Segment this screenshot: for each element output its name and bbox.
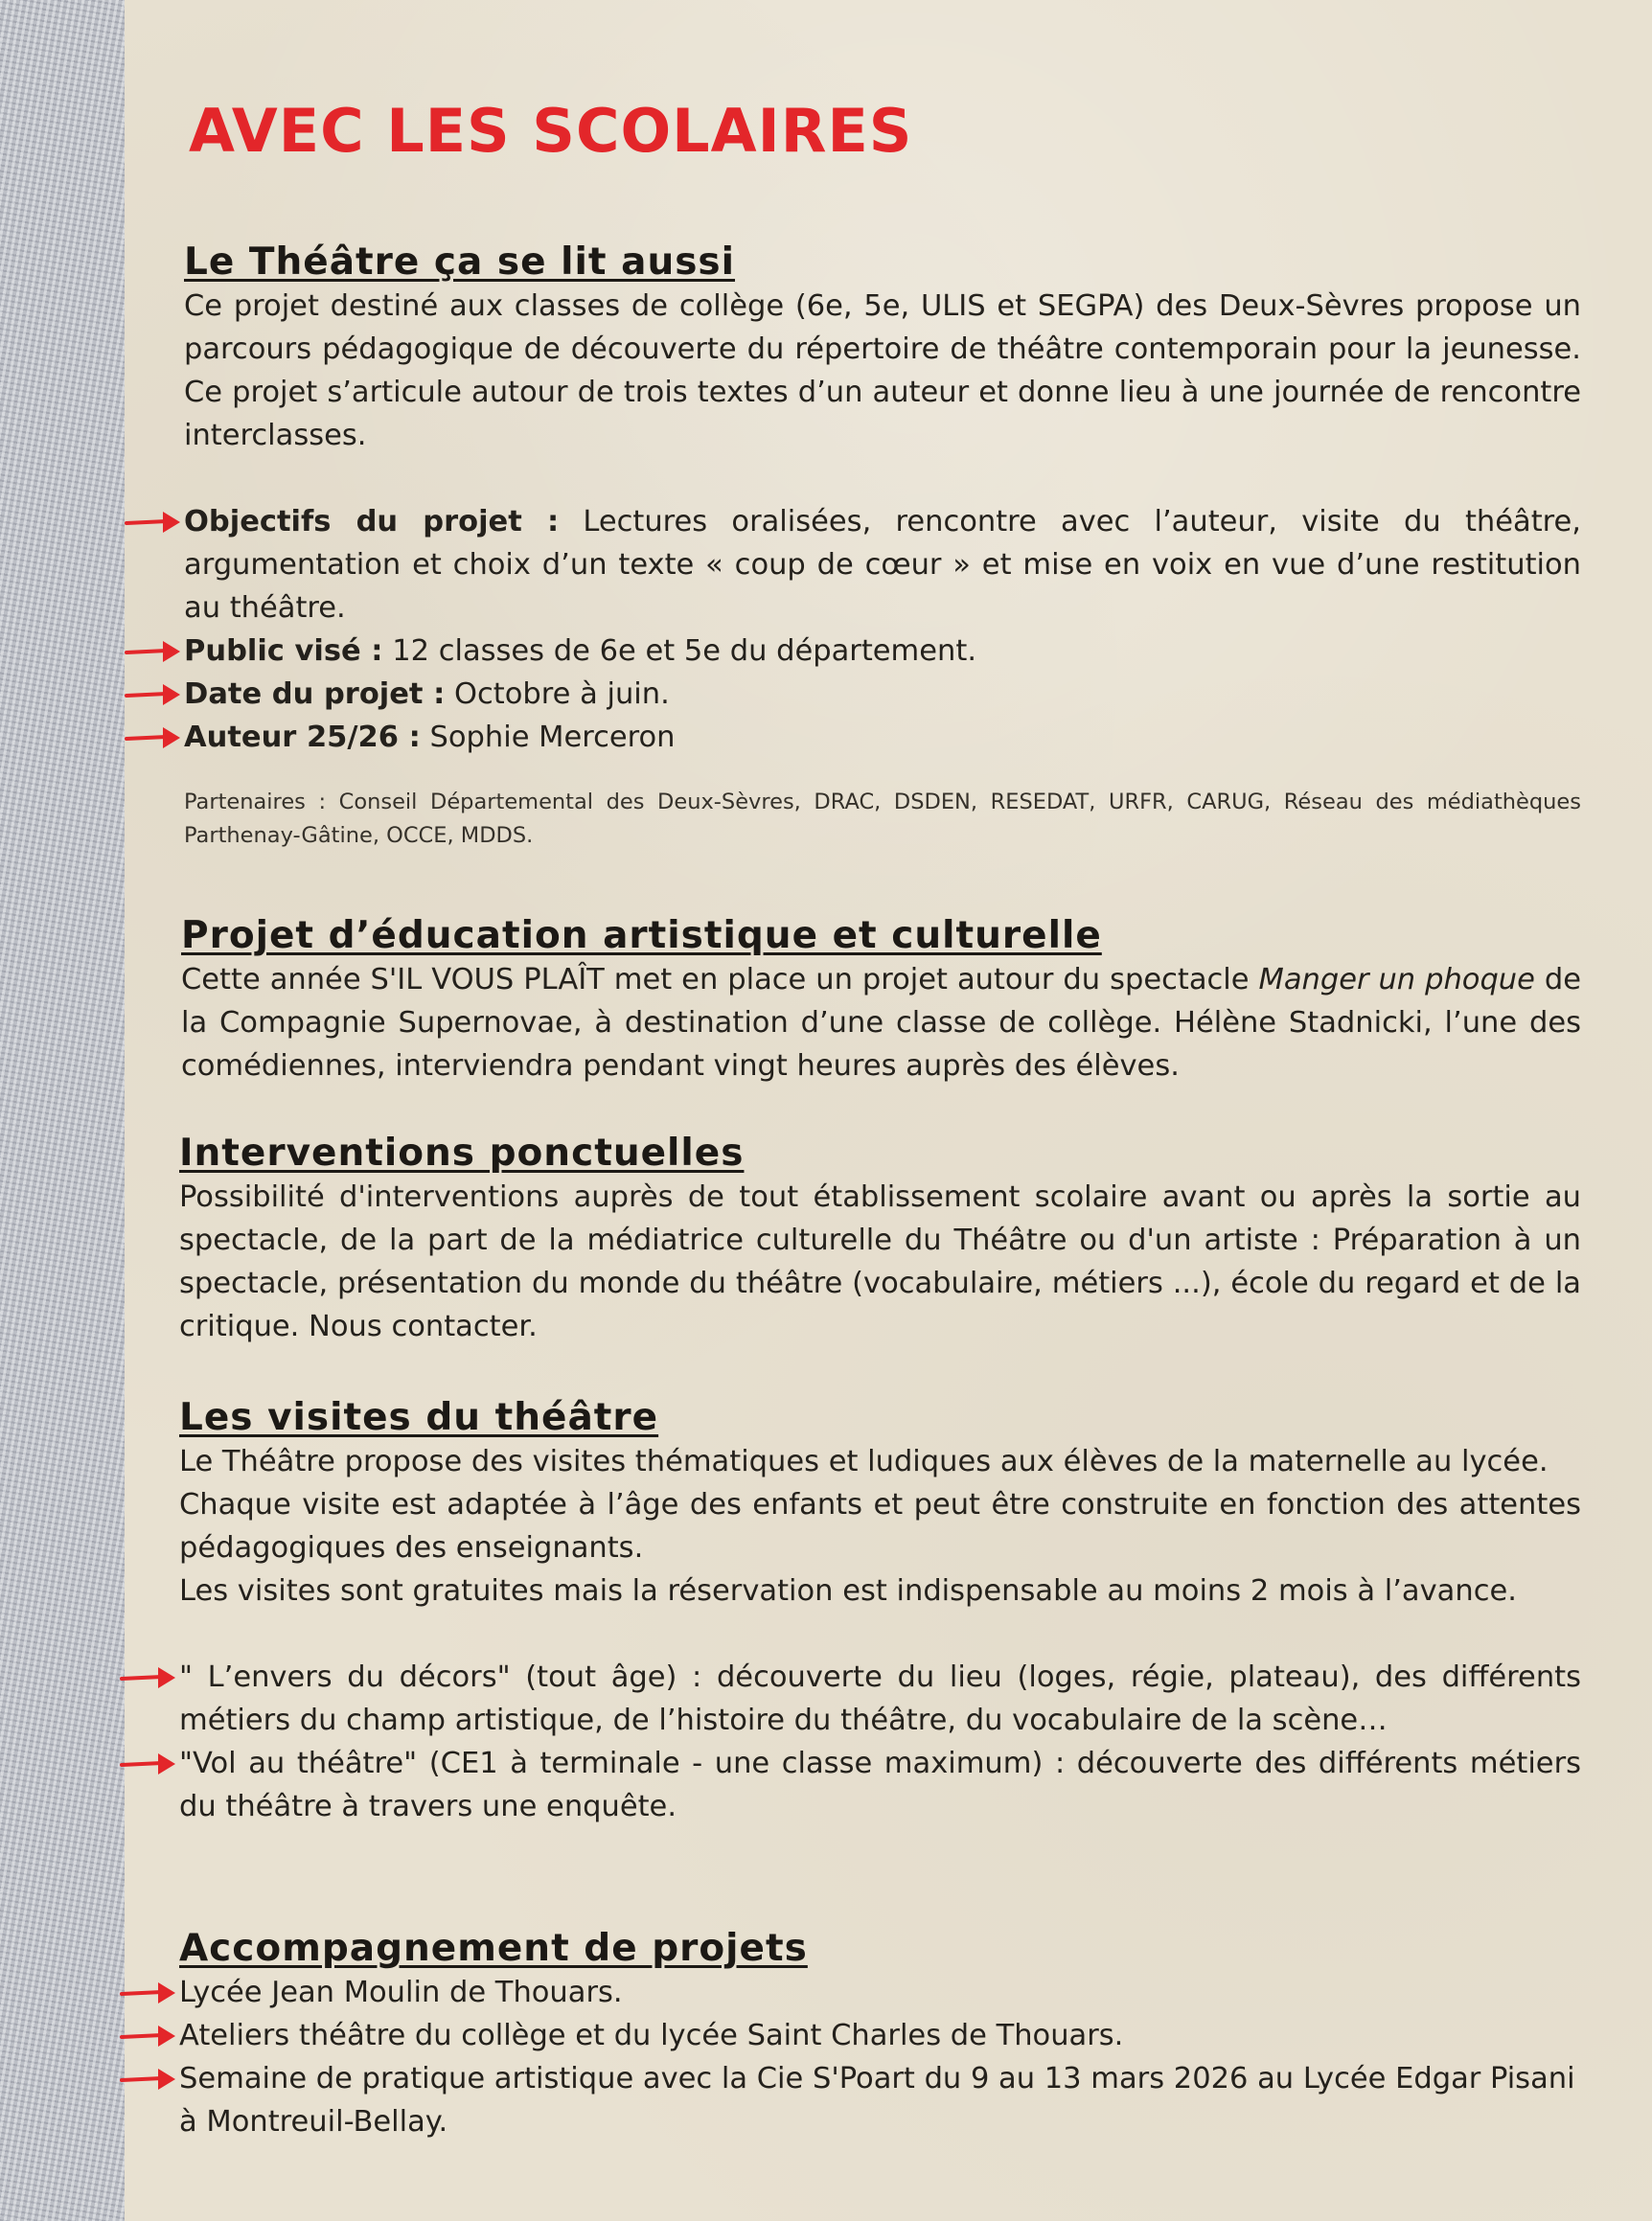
section-interventions	[179, 1133, 1581, 1348]
visites-p1: Le Théâtre propose des visites thématiques et ludiques aux élèves de la maternelle au lycée.	[179, 1444, 1549, 1478]
red-arrow-icon	[120, 1981, 177, 2005]
public-label: Public visé :	[184, 633, 383, 668]
section-visites	[179, 1397, 1581, 1828]
section-heading-accompagnement: Accompagnement de projets	[179, 1927, 808, 1970]
accompagnement-item-text: Lycée Jean Moulin de Thouars.	[179, 1975, 623, 2009]
red-arrow-icon	[125, 639, 182, 664]
author-label: Auteur 25/26 :	[184, 720, 421, 754]
visites-p3: Les visites sont gratuites mais la réservation est indispensable au moins 2 mois à l’avance.	[179, 1573, 1517, 1608]
eac-text-before: Cette année S'IL VOUS PLAÎT met en place un projet autour du spectacle	[181, 962, 1259, 996]
public-bullet	[184, 630, 1581, 673]
section-theatre-lit	[179, 241, 1581, 853]
accompagnement-item	[179, 2057, 1581, 2143]
eac-show-title: Manger un phoque	[1258, 962, 1535, 996]
red-arrow-icon	[125, 510, 182, 535]
theatre-lit-details	[184, 500, 1581, 759]
partners-note: Partenaires : Conseil Départemental des Deux-Sèvres, DRAC, DSDEN, RESEDAT, URFR, CARUG, Réseau des médiathèques Parthenay-Gâtine, OCCE, MDDS.	[184, 789, 1581, 848]
red-arrow-icon	[120, 1665, 177, 1690]
date-label: Date du projet :	[184, 676, 446, 711]
red-arrow-icon	[120, 2024, 177, 2049]
accompagnement-item	[179, 1971, 1581, 2014]
objectives-bullet	[184, 500, 1581, 630]
visit-item-envers-text: " L’envers du décors" (tout âge) : découverte du lieu (loges, régie, plateau), des différents métiers du champ artistique, de l’histoire du théâtre, du vocabulaire de la scène…	[179, 1660, 1581, 1737]
objectives-label: Objectifs du projet :	[184, 504, 560, 538]
eac-text	[181, 958, 1581, 1088]
date-bullet	[184, 673, 1581, 716]
accompagnement-item-text: Semaine de pratique artistique avec la Cie S'Poart du 9 au 13 mars 2026 au Lycée Edgar Pisani à Montreuil-Bellay.	[179, 2061, 1575, 2139]
interventions-text: Possibilité d'interventions auprès de tout établissement scolaire avant ou après la sortie au spectacle, de la part de la médiatrice culturelle du Théâtre ou d'un artiste : Préparation à un spectacle, présentation du monde du théâtre (vocabulaire, métiers ...), école du regard et de la critique. Nous contacter.	[179, 1179, 1581, 1343]
section-heading-eac: Projet d’éducation artistique et culturelle	[181, 914, 1102, 957]
section-heading-visites: Les visites du théâtre	[179, 1396, 659, 1439]
theatre-lit-intro: Ce projet destiné aux classes de collège (6e, 5e, ULIS et SEGPA) des Deux-Sèvres propose un parcours pédagogique de découverte du répertoire de théâtre contemporain pour la jeunesse. Ce projet s’articule autour de trois textes d’un auteur et donne lieu à une journée de rencontre interclasses.	[184, 288, 1581, 452]
decorative-side-strip	[0, 0, 125, 2221]
visit-item-vol	[179, 1742, 1581, 1828]
visit-item-envers	[179, 1656, 1581, 1742]
accompagnement-item	[179, 2014, 1581, 2057]
section-heading-interventions: Interventions ponctuelles	[179, 1132, 745, 1175]
red-arrow-icon	[125, 725, 182, 750]
red-arrow-icon	[120, 1752, 177, 1776]
red-arrow-icon	[125, 682, 182, 707]
public-text: 12 classes de 6e et 5e du département.	[382, 633, 977, 668]
visites-list	[179, 1656, 1581, 1828]
section-heading-theatre-lit: Le Théâtre ça se lit aussi	[184, 240, 736, 284]
accompagnement-item-text: Ateliers théâtre du collège et du lycée Saint Charles de Thouars.	[179, 2018, 1124, 2052]
visit-item-vol-text: "Vol au théâtre" (CE1 à terminale - une classe maximum) : découverte des différents métiers du théâtre à travers une enquête.	[179, 1746, 1581, 1823]
section-accompagnement	[179, 1928, 1581, 2143]
author-text: Sophie Merceron	[420, 720, 676, 754]
page-title: AVEC LES SCOLAIRES	[189, 96, 913, 166]
red-arrow-icon	[120, 2067, 177, 2092]
visites-p2: Chaque visite est adaptée à l’âge des enfants et peut être construite en fonction des attentes pédagogiques des enseignants.	[179, 1487, 1581, 1565]
date-text: Octobre à juin.	[445, 676, 670, 711]
author-bullet	[184, 716, 1581, 759]
objectives-text: Lectures oralisées, rencontre avec l’auteur, visite du théâtre, argumentation et choix d’un texte « coup de cœur » et mise en voix en vue d’une restitution au théâtre.	[184, 504, 1581, 625]
eac-text-after: de la Compagnie Supernovae, à destination d’une classe de collège. Hélène Stadnicki, l’une des comédiennes, interviendra pendant vingt heures auprès des élèves.	[181, 962, 1581, 1083]
section-eac	[179, 915, 1581, 1088]
page-content	[179, 96, 1581, 2139]
